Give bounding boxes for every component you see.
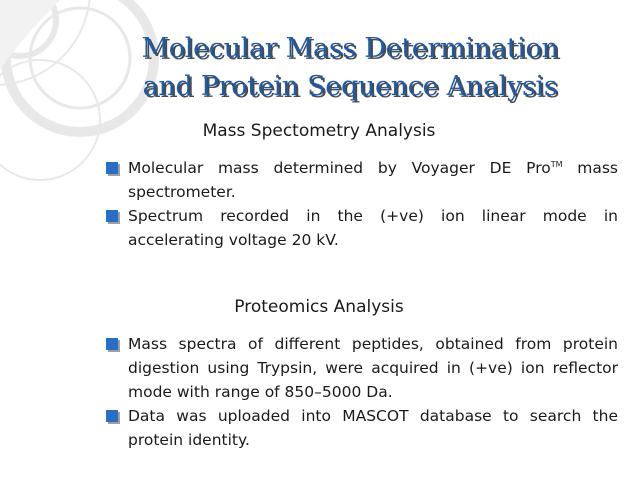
mass-spec-bullet-1-text: Molecular mass determined by Voyager DE Pro — [128, 159, 551, 177]
proteomics-bullet-1-text: Mass spectra of different peptides, obtained from protein digestion using Trypsin, were acquired in (+ve) ion reflector mode with range of 850–5000 Da. — [128, 335, 618, 401]
square-bullet-icon — [106, 162, 118, 174]
proteomics-heading: Proteomics Analysis — [234, 297, 404, 317]
proteomics-bullet-2-text: Data was uploaded into MASCOT database to search the protein identity. — [128, 407, 618, 449]
proteomics-bullet-2 — [106, 404, 618, 452]
title-line-1: Molecular Mass Determination — [141, 33, 559, 64]
trademark-mark: TM — [550, 159, 563, 169]
mass-spec-bullet-list — [106, 156, 618, 252]
square-bullet-icon — [106, 410, 118, 422]
square-bullet-icon — [106, 338, 118, 350]
proteomics-bullet-1 — [106, 332, 618, 404]
title-line-2: and Protein Sequence Analysis — [142, 71, 558, 102]
mass-spec-heading: Mass Spectometry Analysis — [202, 121, 436, 141]
mass-spec-bullet-1-text-end: mass spectrometer. — [128, 159, 618, 201]
slide-title — [0, 30, 638, 106]
mass-spec-bullet-2-text: Spectrum recorded in the (+ve) ion linear mode in accelerating voltage 20 kV. — [128, 207, 618, 249]
mass-spec-bullet-2 — [106, 204, 618, 252]
square-bullet-icon — [106, 210, 118, 222]
proteomics-bullet-list — [106, 332, 618, 452]
mass-spec-bullet-1 — [106, 156, 618, 204]
